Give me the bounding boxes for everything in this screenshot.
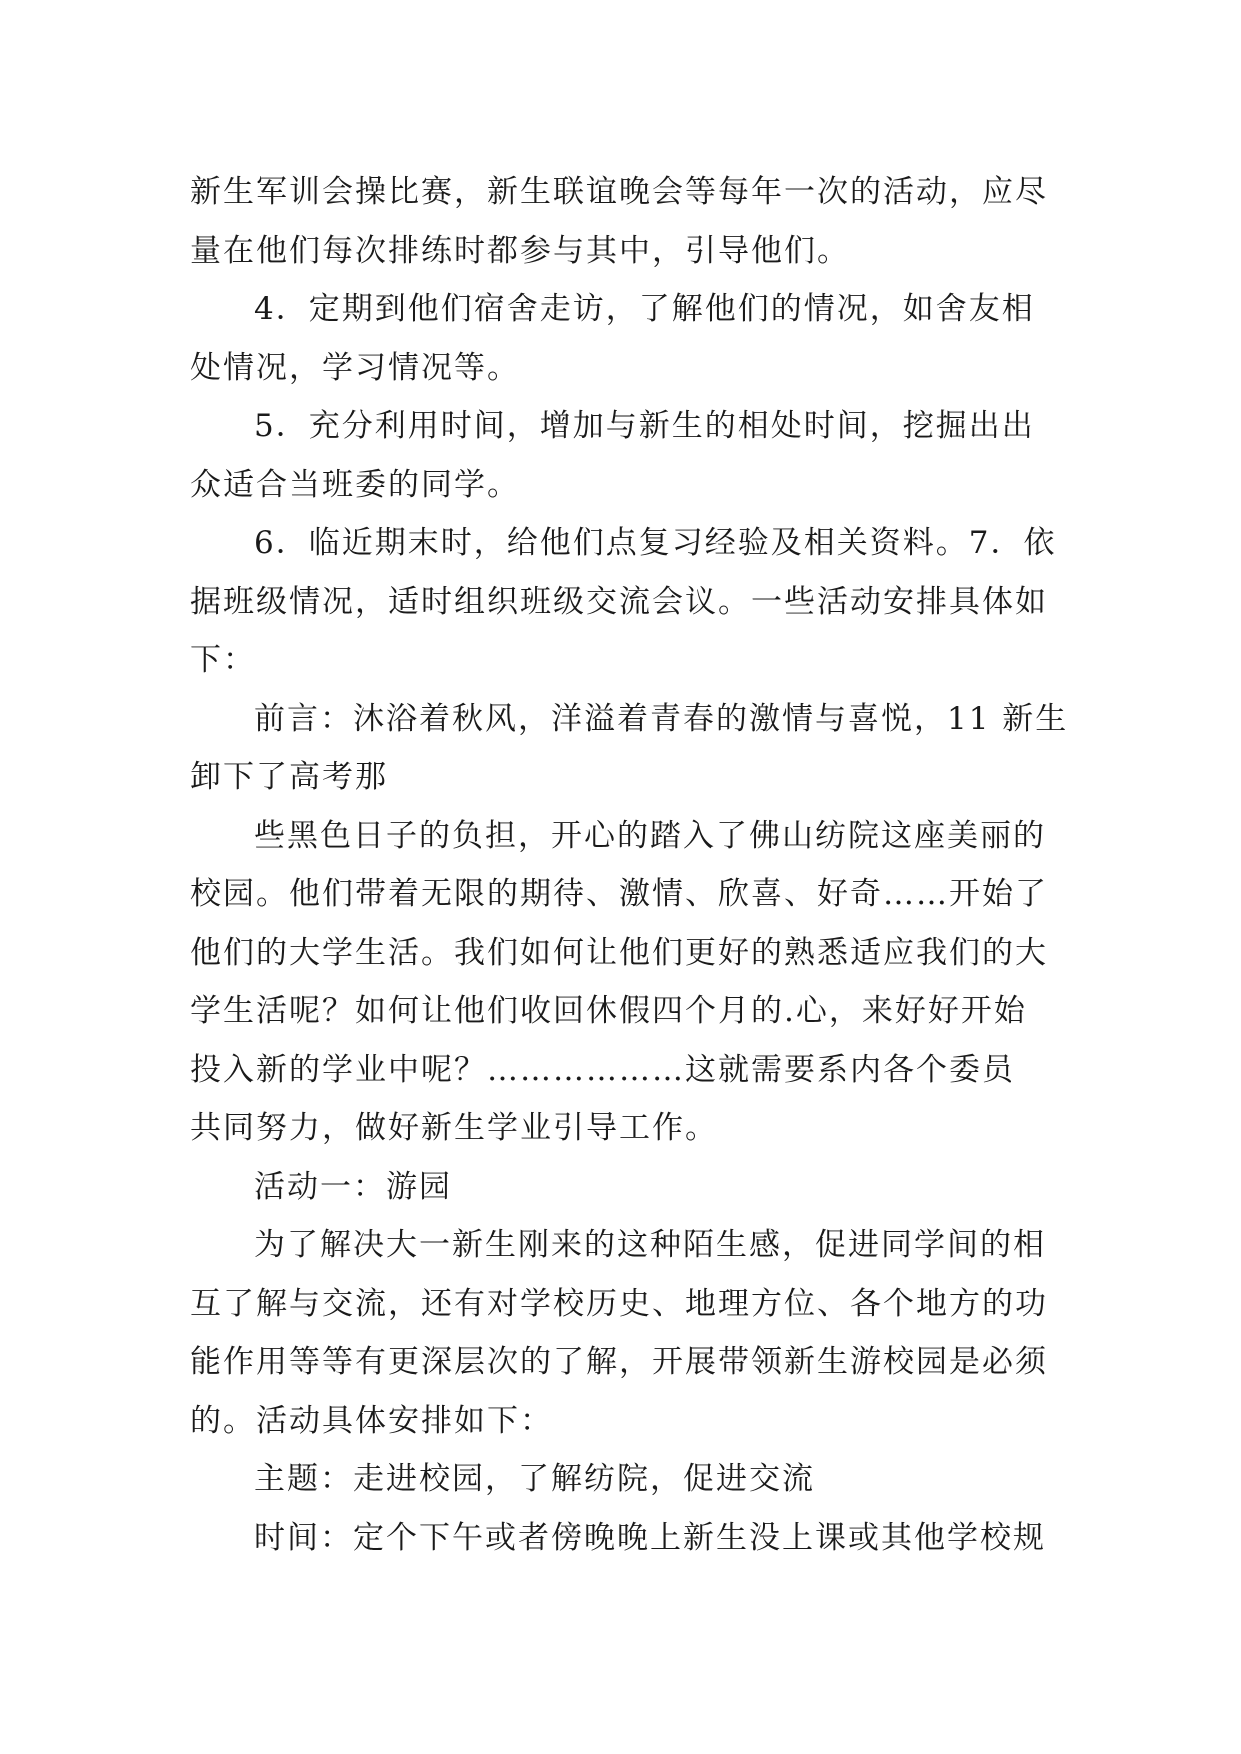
- text-line: 能作用等等有更深层次的了解，开展带领新生游校园是必须: [190, 1344, 1048, 1380]
- text-line: 6．临近期末时，给他们点复习经验及相关资料。7．依: [254, 525, 1057, 561]
- text-line: 众适合当班委的同学。: [190, 466, 520, 503]
- text-line: 下：: [190, 642, 256, 678]
- text-line: 卸下了高考那: [190, 759, 388, 795]
- text-line: 些黑色日子的负担，开心的踏入了佛山纺院这座美丽的: [254, 817, 1046, 854]
- text-line: 量在他们每次排练时都参与其中，引导他们。: [190, 232, 850, 269]
- text-line: 前言：沐浴着秋风，洋溢着青春的激情与喜悦，11 新生: [254, 700, 1069, 737]
- text-line: 主题：走进校园，了解纺院，促进交流: [254, 1461, 815, 1497]
- text-line: 学生活呢？如何让他们收回休假四个月的.心，来好好开始: [190, 993, 1027, 1029]
- text-line: 处情况，学习情况等。: [190, 349, 520, 386]
- text-line: 互了解与交流，还有对学校历史、地理方位、各个地方的功: [190, 1285, 1048, 1322]
- text-line: 4．定期到他们宿舍走访，了解他们的情况，如舍友相: [254, 291, 1035, 327]
- document-body: [190, 163, 1069, 1567]
- text-line: 活动一：游园: [254, 1168, 452, 1205]
- text-line: 投入新的学业中呢？………………这就需要系内各个委员: [190, 1051, 1015, 1088]
- text-line: 的。活动具体安排如下：: [190, 1402, 553, 1439]
- text-line: 他们的大学生活。我们如何让他们更好的熟悉适应我们的大: [190, 934, 1048, 971]
- text-line: 为了解决大一新生刚来的这种陌生感，促进同学间的相: [254, 1227, 1046, 1263]
- text-line: 新生军训会操比赛，新生联谊晚会等每年一次的活动，应尽: [190, 174, 1048, 210]
- text-line: 据班级情况，适时组织班级交流会议。一些活动安排具体如: [190, 583, 1048, 620]
- text-line: 5．充分利用时间，增加与新生的相处时间，挖掘出出: [254, 408, 1035, 444]
- text-line: 共同努力，做好新生学业引导工作。: [190, 1110, 718, 1146]
- text-line: 校园。他们带着无限的期待、激情、欣喜、好奇……开始了: [190, 876, 1048, 912]
- text-line: 时间：定个下午或者傍晚晚上新生没上课或其他学校规: [254, 1519, 1046, 1556]
